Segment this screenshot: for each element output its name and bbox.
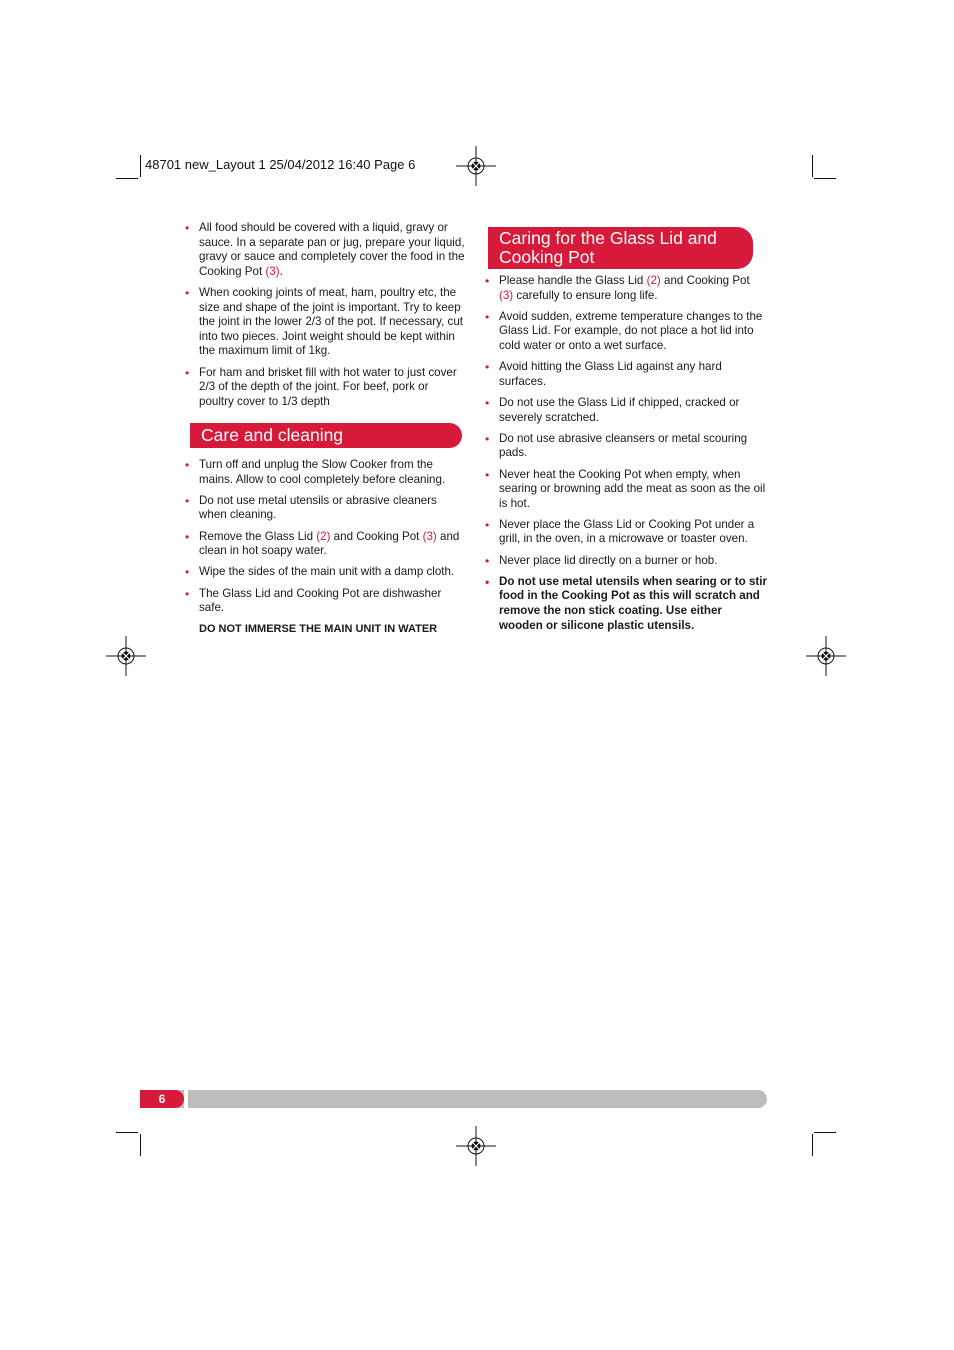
list-item: • For ham and brisket fill with hot water to just cover 2/3 of the depth of the joint. For beef, pork or poultry cover to 1/3 depth bbox=[185, 366, 465, 410]
part-reference: (3) bbox=[265, 264, 280, 278]
list-item: • Turn off and unplug the Slow Cooker from the mains. Allow to cool completely before cleaning. bbox=[185, 458, 465, 487]
care-and-cleaning-heading: Care and cleaning bbox=[190, 423, 462, 448]
list-item: • Avoid sudden, extreme temperature changes to the Glass Lid. For example, do not place a hot lid into cold water or onto a wet surface. bbox=[485, 310, 767, 354]
list-item: • When cooking joints of meat, ham, poultry etc, the size and shape of the joint is important. Try to keep the joint in the lower 2/3 of the pot. If necessary, cut into two pieces. Joint weight should be kept within the maximum limit of 1kg. bbox=[185, 286, 465, 359]
list-item: • Do not use metal utensils when searing or to stir food in the Cooking Pot as this will scratch and remove the non stick coating. Use either wooden or silicone plastic utensils. bbox=[485, 575, 767, 633]
list-item: • Remove the Glass Lid (2) and Cooking Pot (3) and clean in hot soapy water. bbox=[185, 530, 465, 559]
registration-mark-icon bbox=[106, 636, 146, 676]
list-item: • Never place the Glass Lid or Cooking Pot under a grill, in the oven, in a microwave or toaster oven. bbox=[485, 518, 767, 547]
care-list bbox=[185, 458, 465, 637]
part-reference: (2) bbox=[316, 529, 331, 543]
caring-for-glass-lid-heading: Caring for the Glass Lid and Cooking Pot bbox=[488, 227, 753, 269]
part-reference: (3) bbox=[422, 529, 437, 543]
list-item: • Avoid hitting the Glass Lid against any hard surfaces. bbox=[485, 360, 767, 389]
list-item: • The Glass Lid and Cooking Pot are dishwasher safe. bbox=[185, 587, 465, 616]
registration-mark-icon bbox=[456, 1126, 496, 1166]
page-number: 6 bbox=[140, 1090, 184, 1108]
part-reference: (3) bbox=[499, 288, 514, 302]
list-item: • Do not use metal utensils or abrasive cleaners when cleaning. bbox=[185, 494, 465, 523]
print-slug: 48701 new_Layout 1 25/04/2012 16:40 Page 6 bbox=[145, 157, 416, 172]
part-reference: (2) bbox=[646, 274, 661, 287]
list-item: • All food should be covered with a liquid, gravy or sauce. In a separate pan or jug, prepare your liquid, gravy or sauce and completely cover the food in the Cooking Pot (3). bbox=[185, 221, 465, 279]
list-item: • Do not use abrasive cleansers or metal scouring pads. bbox=[485, 432, 767, 461]
list-item: • Do not use the Glass Lid if chipped, cracked or severely scratched. bbox=[485, 396, 767, 425]
registration-mark-icon bbox=[456, 146, 496, 186]
list-item: • Please handle the Glass Lid (2) and Cooking Pot (3) carefully to ensure long life. bbox=[485, 274, 767, 303]
footer-bar bbox=[140, 1090, 767, 1108]
immersion-warning: DO NOT IMMERSE THE MAIN UNIT IN WATER bbox=[199, 623, 438, 636]
caring-list bbox=[485, 274, 767, 640]
intro-list bbox=[185, 221, 465, 416]
list-item: • Wipe the sides of the main unit with a damp cloth. bbox=[185, 565, 465, 580]
registration-mark-icon bbox=[806, 636, 846, 676]
list-item: • Never heat the Cooking Pot when empty, when searing or browning add the meat as soon as the oil is hot. bbox=[485, 468, 767, 512]
list-item: • Never place lid directly on a burner or hob. bbox=[485, 554, 767, 569]
